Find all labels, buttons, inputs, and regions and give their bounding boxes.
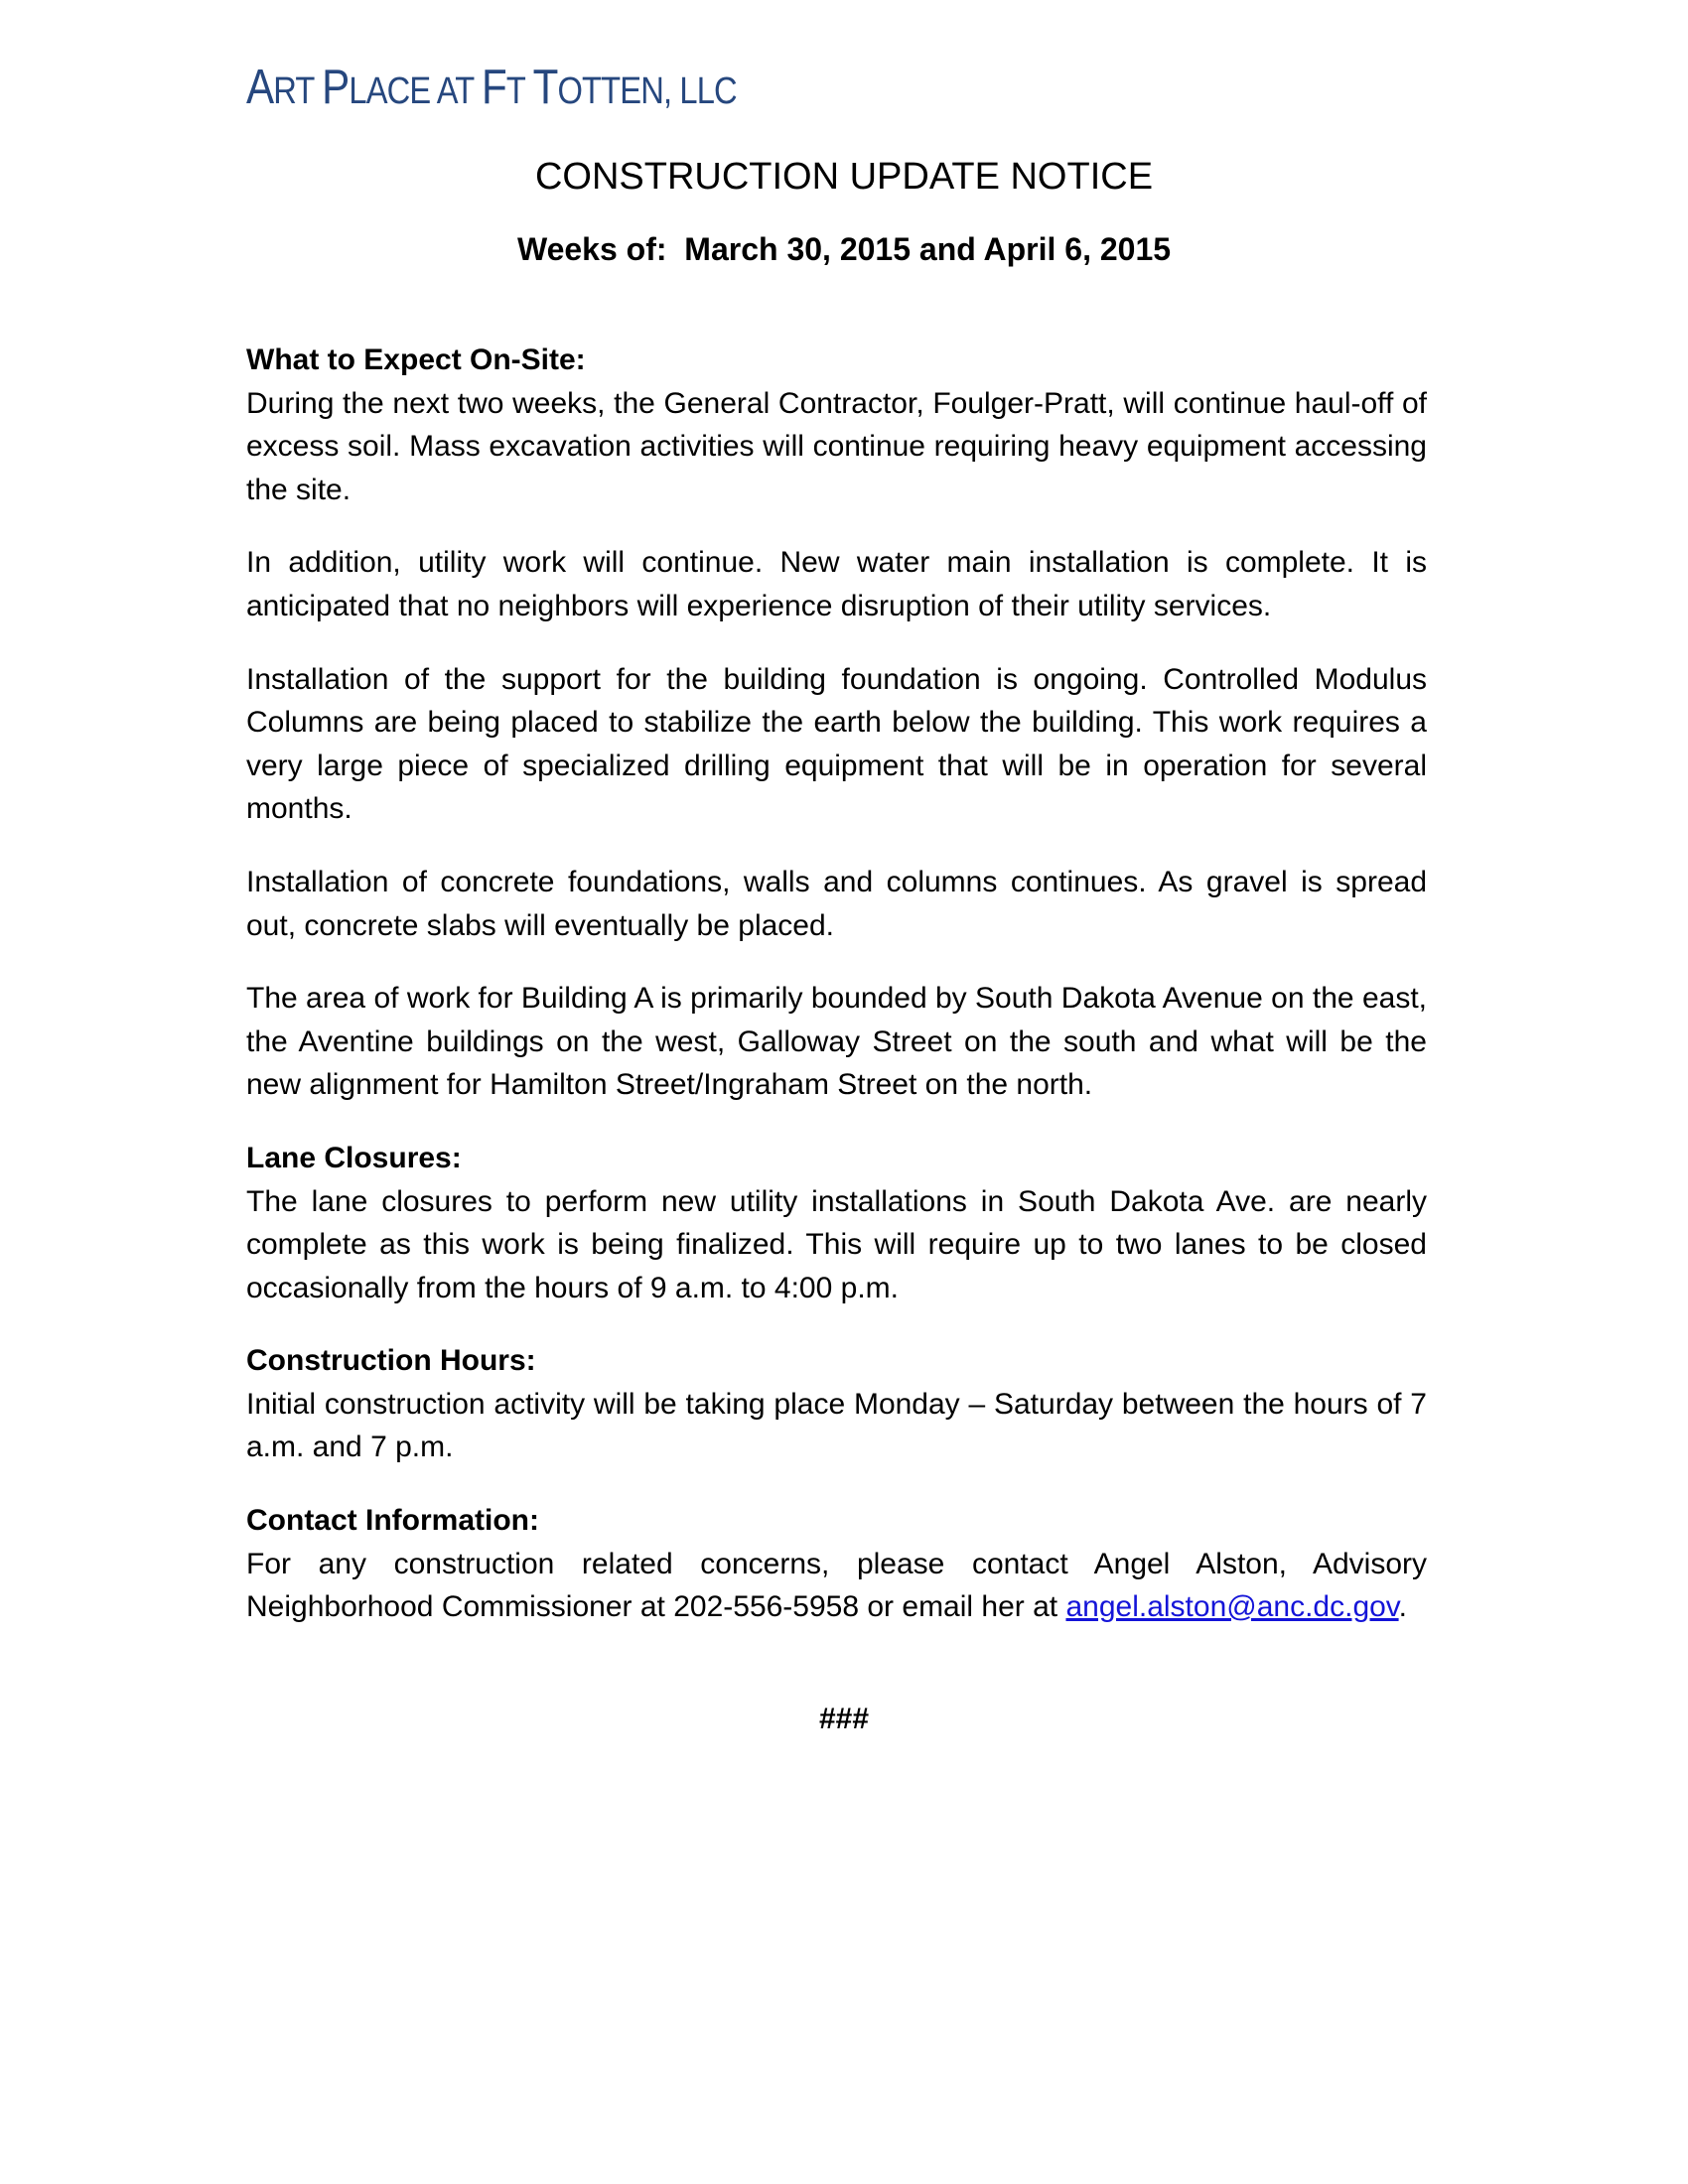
paragraph: For any construction related concerns, please contact Angel Alston, Advisory Neighborhood Commissioner at 202-556-5958 or email her at bbox=[246, 1547, 1427, 1624]
paragraph: In addition, utility work will continue. New water main installation is complete. It is anticipated that no neighbors will experience disruption of their utility services. bbox=[246, 546, 1427, 622]
section-lane-closures bbox=[246, 1137, 1427, 1309]
period: . bbox=[1398, 1590, 1407, 1624]
logo-letter: A bbox=[246, 61, 274, 114]
logo-smallcaps: T bbox=[505, 70, 533, 112]
logo-letter: P bbox=[322, 61, 350, 114]
section-construction-hours bbox=[246, 1339, 1427, 1469]
weeks-subtitle: Weeks of: March 30, 2015 and April 6, 2015 bbox=[516, 231, 1172, 267]
logo-letter: T bbox=[532, 61, 558, 114]
logo-letter: F bbox=[481, 61, 506, 114]
logo-smallcaps: OTTEN, LLC bbox=[557, 70, 737, 112]
logo-smallcaps: RT bbox=[273, 70, 323, 112]
email-link[interactable]: angel.alston@anc.dc.gov bbox=[1065, 1590, 1399, 1624]
page-title: CONSTRUCTION UPDATE NOTICE bbox=[534, 156, 1154, 198]
end-mark: ### bbox=[818, 1703, 870, 1735]
paragraph: During the next two weeks, the General Contractor, Foulger-Pratt, will continue haul-off of excess soil. Mass excavation activities will continue requiring heavy equipment accessing the site. bbox=[246, 386, 1427, 506]
paragraph: The area of work for Building A is primarily bounded by South Dakota Avenue on the east, the Aventine buildings on the west, Galloway Street on the south and what will be the new alignment for Hamilton Street/Ingraham Street on the north. bbox=[246, 982, 1427, 1102]
paragraph: Installation of concrete foundations, walls and columns continues. As gravel is spread out, concrete slabs will eventually be placed. bbox=[246, 865, 1427, 942]
section-contact bbox=[246, 1499, 1427, 1629]
section-heading: Lane Closures: bbox=[246, 1141, 462, 1174]
section-heading: Construction Hours: bbox=[246, 1344, 536, 1378]
company-logo bbox=[246, 58, 737, 121]
section-heading: What to Expect On-Site: bbox=[246, 343, 586, 376]
section-expect bbox=[246, 339, 1427, 511]
paragraph: Installation of the support for the building foundation is ongoing. Controlled Modulus Columns are being placed to stabilize the earth below the building. This work requires a very large piece of specialized drilling equipment that will be in operation for several months. bbox=[246, 662, 1427, 826]
logo-smallcaps: LACE AT bbox=[349, 70, 482, 112]
paragraph: Initial construction activity will be taking place Monday – Saturday between the hours of 7 a.m. and 7 p.m. bbox=[246, 1387, 1427, 1464]
paragraph: The lane closures to perform new utility installations in South Dakota Ave. are nearly complete as this work is being finalized. This will require up to two lanes to be closed occasionally from the hours of 9 a.m. to 4:00 p.m. bbox=[246, 1184, 1427, 1304]
notice-body bbox=[246, 339, 1427, 1659]
section-heading: Contact Information: bbox=[246, 1504, 539, 1538]
